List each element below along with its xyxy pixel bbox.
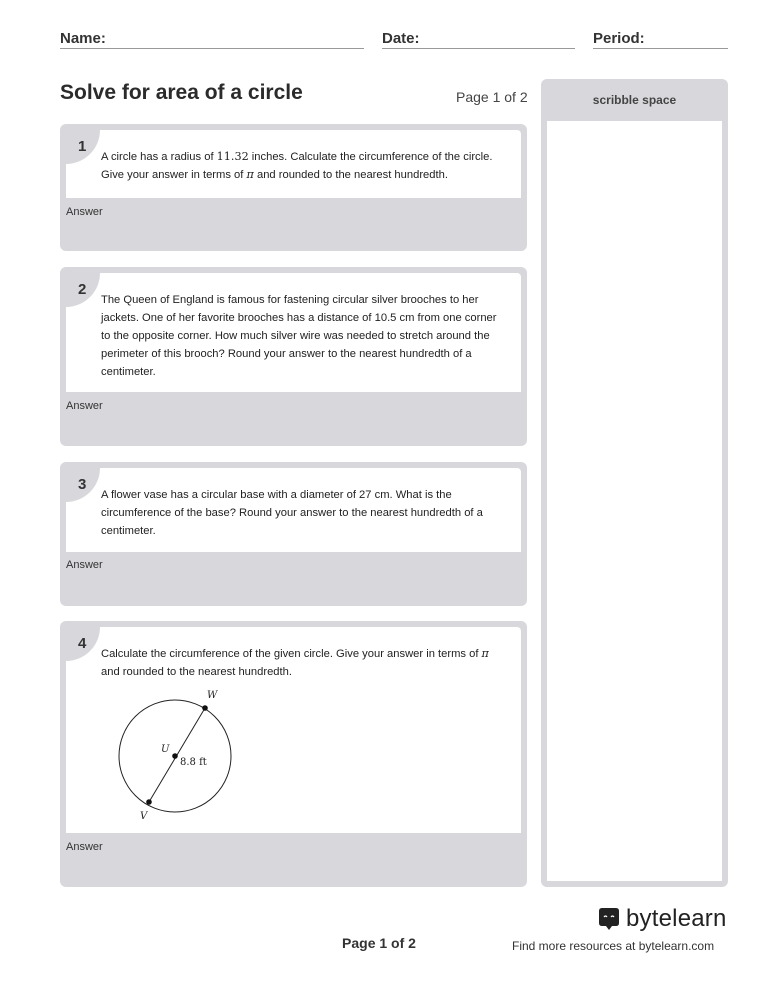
- date-label: Date:: [382, 30, 420, 47]
- question-box: [66, 627, 521, 833]
- question-card-3: [60, 462, 527, 606]
- question-number: 1: [66, 130, 100, 164]
- question-box: [66, 468, 521, 552]
- question-text: The Queen of England is famous for fastening circular silver brooches to her jackets. One of her favorite brooches has a distance of 10.5 cm from one corner to the opposite corner. How much silver wire was needed to stretch around the perimeter of this brooch? Round your answer to the nearest hundredth of a centimeter.: [101, 294, 497, 378]
- question-number: 3: [66, 468, 100, 502]
- radius-value: 11.32: [216, 150, 249, 163]
- circle-diagram: [106, 685, 256, 825]
- brand-tagline[interactable]: Find more resources at bytelearn.com: [512, 939, 715, 953]
- name-label: Name:: [60, 30, 106, 47]
- question-text: Calculate the circumference of the given circle. Give your answer in terms of π and rounded to the nearest hundredth.: [101, 647, 489, 678]
- period-label: Period:: [593, 30, 645, 47]
- date-line: [382, 48, 575, 49]
- answer-label: Answer: [66, 559, 103, 571]
- date-field[interactable]: [382, 30, 575, 47]
- point-u-dot: [172, 753, 178, 759]
- period-line: [593, 48, 728, 49]
- brand-logo[interactable]: [596, 905, 727, 933]
- footer-page-number: Page 1 of 2: [342, 935, 416, 951]
- question-box: [66, 273, 521, 392]
- question-number: 2: [66, 273, 100, 307]
- name-line: [60, 48, 364, 49]
- scribble-area[interactable]: [547, 121, 722, 881]
- answer-label: Answer: [66, 841, 103, 853]
- measure-label: 8.8 ft: [180, 757, 207, 768]
- question-text: A flower vase has a circular base with a diameter of 27 cm. What is the circumference of the base? Round your answer to the nearest hundredth of a centimeter.: [101, 489, 483, 537]
- question-number: 4: [66, 627, 100, 661]
- brand-name: bytelearn: [626, 905, 727, 932]
- point-u-label: U: [161, 744, 170, 755]
- point-w-dot: [202, 705, 208, 711]
- question-box: [66, 130, 521, 198]
- question-card-2: [60, 267, 527, 446]
- name-field[interactable]: [60, 30, 364, 47]
- question-card-4: [60, 621, 527, 887]
- point-w-label: W: [207, 690, 218, 701]
- answer-label: Answer: [66, 206, 103, 218]
- bytelearn-logo-icon: [596, 907, 622, 931]
- period-field[interactable]: [593, 30, 728, 47]
- page-indicator: Page 1 of 2: [456, 89, 528, 105]
- pi-symbol: π: [246, 168, 254, 181]
- pi-symbol: π: [481, 647, 489, 660]
- scribble-label: scribble space: [592, 93, 677, 107]
- point-v-dot: [146, 799, 152, 805]
- answer-label: Answer: [66, 400, 103, 412]
- point-v-label: V: [140, 811, 148, 822]
- scribble-panel: [541, 79, 728, 887]
- question-card-1: [60, 124, 527, 251]
- worksheet-title: Solve for area of a circle: [60, 81, 303, 104]
- question-text: A circle has a radius of 11.32 inches. Calculate the circumference of the circle. Give your answer in terms of π and rounded to the nearest hundredth.: [101, 150, 493, 181]
